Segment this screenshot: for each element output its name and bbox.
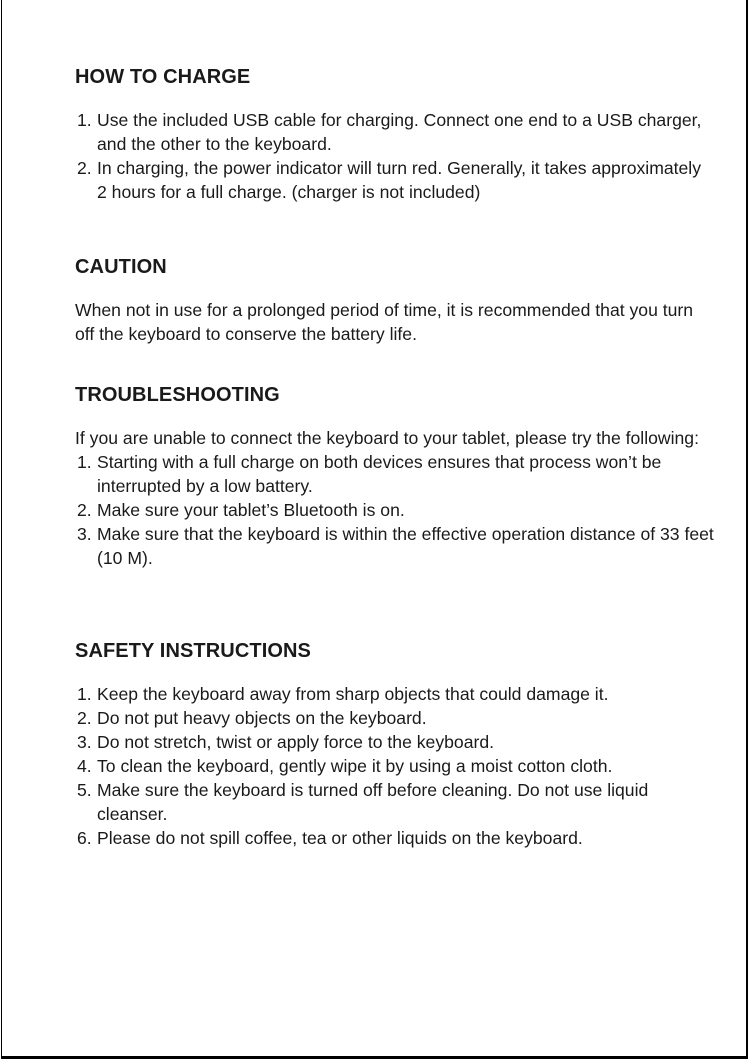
list-item-text: Make sure your tablet’s Bluetooth is on. bbox=[97, 500, 405, 520]
list-item-text: Do not stretch, twist or apply force to the keyboard. bbox=[97, 732, 495, 752]
list-item bbox=[75, 156, 715, 204]
safety-instructions-section bbox=[75, 638, 715, 850]
list-item-number: 5. bbox=[77, 780, 92, 800]
troubleshooting-intro: If you are unable to connect the keyboard to your tablet, please try the following: bbox=[75, 428, 699, 448]
list-item bbox=[75, 754, 715, 778]
list-item bbox=[75, 730, 715, 754]
list-item-number: 4. bbox=[77, 756, 92, 776]
troubleshooting-steps-list bbox=[75, 450, 715, 570]
list-item-number: 2. bbox=[77, 158, 92, 178]
troubleshooting-section bbox=[75, 382, 715, 570]
list-item-text: Please do not spill coffee, tea or other liquids on the keyboard. bbox=[97, 828, 583, 848]
how-to-charge-section bbox=[75, 64, 715, 204]
list-item-number: 2. bbox=[77, 500, 92, 520]
list-item bbox=[75, 498, 715, 522]
charge-steps-list bbox=[75, 108, 715, 204]
section-heading: SAFETY INSTRUCTIONS bbox=[75, 640, 311, 662]
list-item-text: Do not put heavy objects on the keyboard. bbox=[97, 708, 427, 728]
list-item-text: Keep the keyboard away from sharp objects that could damage it. bbox=[97, 684, 609, 704]
list-item-text: In charging, the power indicator will turn red. Generally, it takes approximately 2 hours for a full charge. (charger is not included) bbox=[97, 158, 702, 202]
list-item-number: 2. bbox=[77, 708, 92, 728]
list-item-number: 1. bbox=[77, 110, 92, 130]
list-item-number: 6. bbox=[77, 828, 92, 848]
section-heading: CAUTION bbox=[75, 256, 167, 278]
list-item-number: 3. bbox=[77, 524, 92, 544]
list-item-number: 1. bbox=[77, 684, 92, 704]
list-item-text: Make sure that the keyboard is within the effective operation distance of 33 feet (10 M). bbox=[97, 524, 714, 568]
section-heading: HOW TO CHARGE bbox=[75, 66, 251, 88]
manual-page bbox=[1, 0, 748, 1059]
list-item bbox=[75, 108, 715, 156]
list-item-number: 1. bbox=[77, 452, 92, 472]
list-item-text: Make sure the keyboard is turned off before cleaning. Do not use liquid cleanser. bbox=[97, 780, 649, 824]
list-item bbox=[75, 778, 715, 826]
list-item bbox=[75, 682, 715, 706]
caution-section bbox=[75, 254, 715, 346]
safety-steps-list bbox=[75, 682, 715, 850]
caution-text: When not in use for a prolonged period of time, it is recommended that you turn off the keyboard to conserve the battery life. bbox=[75, 300, 694, 344]
list-item-text: To clean the keyboard, gently wipe it by using a moist cotton cloth. bbox=[97, 756, 613, 776]
list-item bbox=[75, 706, 715, 730]
list-item bbox=[75, 522, 715, 570]
list-item-number: 3. bbox=[77, 732, 92, 752]
section-heading: TROUBLESHOOTING bbox=[75, 384, 280, 406]
list-item-text: Starting with a full charge on both devices ensures that process won’t be interrupted by a low battery. bbox=[97, 452, 662, 496]
list-item bbox=[75, 826, 715, 850]
list-item-text: Use the included USB cable for charging. Connect one end to a USB charger, and the other to the keyboard. bbox=[97, 110, 702, 154]
list-item bbox=[75, 450, 715, 498]
